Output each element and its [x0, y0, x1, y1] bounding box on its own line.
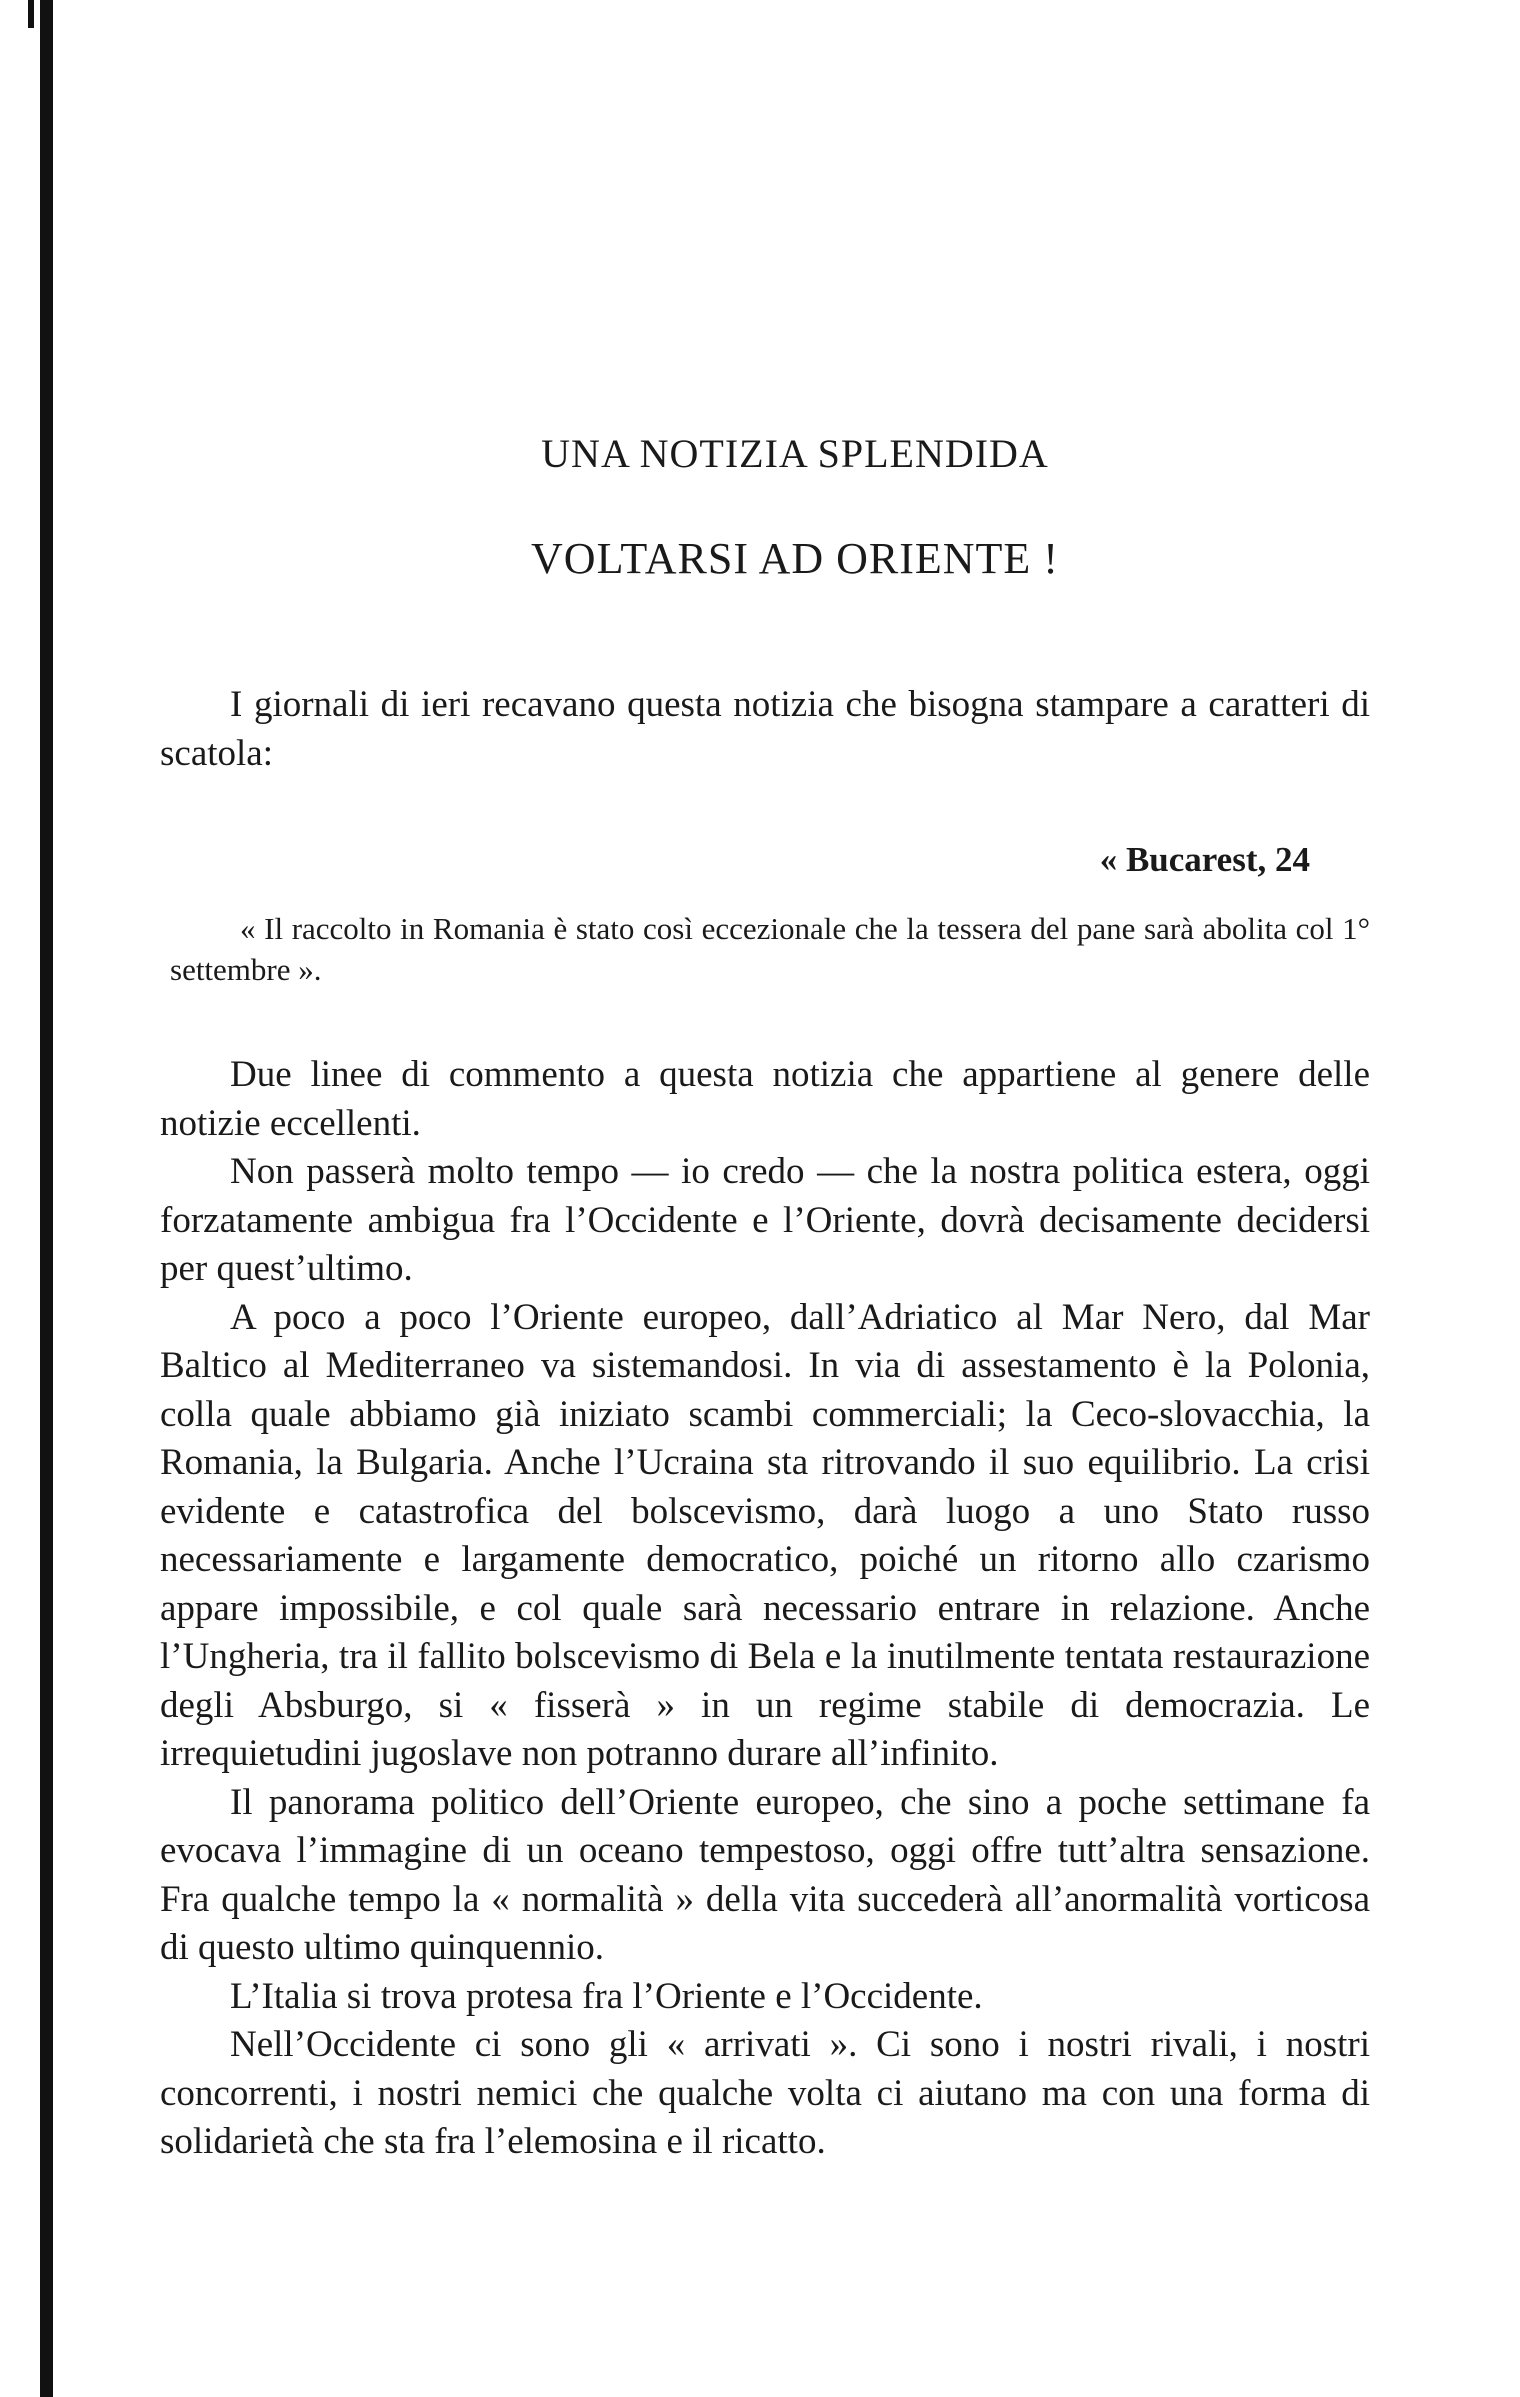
headline: UNA NOTIZIA SPLENDIDA — [541, 431, 1049, 476]
body-paragraph: Non passerà molto tempo — io credo — che la nostra politica estera, oggi forzatamente ambigua fra l’Occidente e l’Oriente, dovrà decisamente decidersi per quest’ultimo. — [160, 1151, 1370, 1289]
subheadline: VOLTARSI AD ORIENTE ! — [531, 534, 1059, 583]
body-paragraph: Due linee di commento a questa notizia che appartiene al genere delle notizie eccellenti. — [160, 1054, 1370, 1144]
quote-paragraph: « Il raccolto in Romania è stato così eccezionale che la tessera del pane sarà abolita col 1° settembre ». — [170, 911, 1370, 987]
body-paragraph: A poco a poco l’Oriente europeo, dall’Adriatico al Mar Nero, dal Mar Baltico al Mediterraneo va sistemandosi. In via di assestamento è la Polonia, colla quale abbiamo già iniziato scambi commerciali; la Ceco-slovacchia, la Romania, la Bulgaria. Anche l’Ucraina sta ritrovando il suo equilibrio. La crisi evidente e catastrofica del bolscevismo, darà luogo a uno Stato russo necessariamente e largamente democratico, poiché un ritorno allo czarismo appare impossibile, e col quale sarà necessario entrare in relazione. Anche l’Ungheria, tra il fallito bolscevismo di Bela e la inutilmente tentata restaurazione degli Absburgo, si « fisserà » in un regime stabile di democrazia. Le irrequietudini jugoslave non potranno durare all’infinito. — [160, 1296, 1370, 1774]
intro-block — [160, 681, 1370, 778]
body-paragraph: L’Italia si trova protesa fra l’Oriente e l’Occidente. — [230, 1975, 983, 2017]
page-binding-edge — [40, 0, 53, 2397]
body-paragraph: Il panorama politico dell’Oriente europeo, che sino a poche settimane fa evocava l’immagine di un oceano tempestoso, oggi offre tutt’altra sensazione. Fra qualche tempo la « normalità » della vita succederà all’anormalità vorticosa di questo ultimo quinquennio. — [160, 1781, 1370, 1968]
quoted-news — [170, 908, 1370, 990]
article-body — [160, 1051, 1370, 2167]
body-paragraph: Nell’Occidente ci sono gli « arrivati ». Ci sono i nostri rivali, i nostri concorrenti, i nostri nemici che qualche volta ci aiutano ma con una forma di solidarietà che sta fra l’elemosina e il ricatto. — [160, 2024, 1370, 2162]
page-binding-mark — [28, 0, 34, 28]
quote-dateline: « Bucarest, 24 — [1099, 840, 1310, 879]
intro-paragraph: I giornali di ieri recavano questa notizia che bisogna stampare a caratteri di scatola: — [160, 684, 1370, 774]
